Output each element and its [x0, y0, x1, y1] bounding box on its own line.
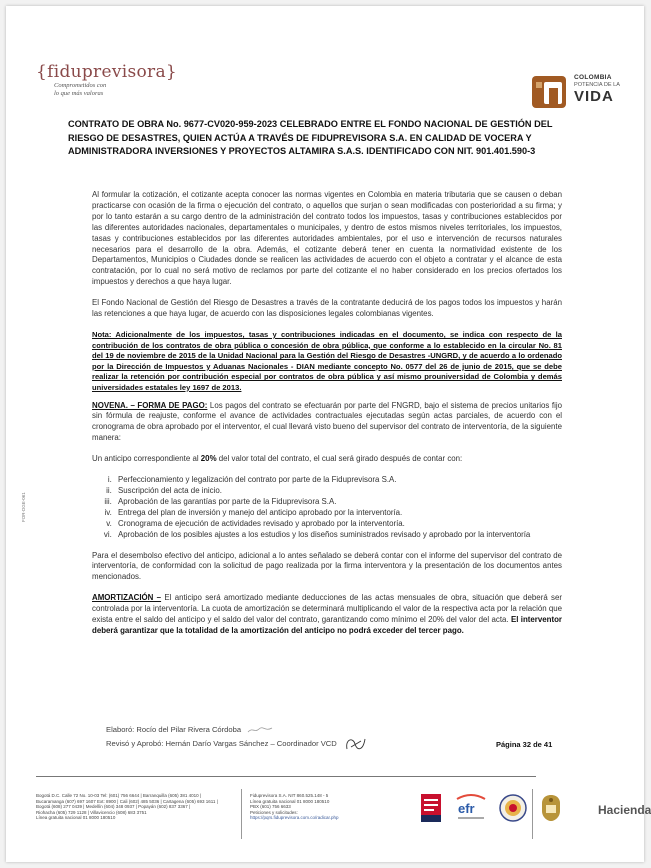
- anticipo-post: del valor total del contrato, el cual será girado después de contar con:: [216, 454, 463, 464]
- hacienda-label: Hacienda: [598, 803, 651, 817]
- seal-badge-icon: [498, 793, 528, 828]
- paragraph-taxes: Al formular la cotización, el cotizante acepta conocer las normas vigentes en Colombia en materia tributaria que se causen o deban practicarse con ocasión de la firma o ejecución del contrato, o aquellos que surjan o sean modificadas con posterioridad a su firma; y por lo tanto estarán a su cargo dentro de la administración del contrato todos los impuestos, tasas y contribuciones establecidos por las diferentes autoridades nacionales, departamentales o municipales, y dentro de estos mismos niveles territoriales, los impuestos, tasas y contribuciones establecidos por las diferentes autoridades ambientales, por el uso e intervención de recursos naturales necesarios para el desarrollo de la obra. Además, el cotizante deberá tener en cuenta la normatividad existente de los Departamentos, Municipios o Ciudades donde se realicen las actividades de acuerdo con el objeto a contratar y el alcance de esta contratación, por lo cual no será motivo de reclamos por parte del cotizante el no haber considerado en los precios ofertados los impuestos y derechos a que haya lugar.: [92, 190, 562, 287]
- colombia-shield-icon: [538, 793, 564, 828]
- list-item: iii. Aprobación de las garantías por parte de la Fiduprevisora S.A.: [114, 497, 562, 508]
- fiduprevisora-logo: [36, 62, 177, 98]
- efr-badge: [454, 793, 488, 828]
- document-page: [6, 6, 651, 862]
- paragraph-novena: [92, 401, 562, 445]
- footer-office-line: Bogotá (608) 277 0439 | Medellín (604) 348 0937 | Popayán (602) 837 3367 |: [36, 804, 191, 810]
- amortizacion-label: AMORTIZACIÓN –: [92, 593, 162, 603]
- logo-name: {fiduprevisora}: [36, 62, 178, 82]
- novena-label: NOVENA. – FORMA DE PAGO:: [92, 400, 208, 410]
- list-item: ii. Suscripción del acta de inicio.: [114, 486, 562, 497]
- footer-office-line: Línea gratuita nacional 01 8000 180510: [36, 815, 116, 821]
- anticipo-percent: 20%: [200, 454, 217, 464]
- colombia-potencia-logo: [530, 72, 630, 112]
- signatures: [106, 724, 369, 753]
- reviso-line: [106, 735, 369, 753]
- footer-divider: [36, 776, 536, 777]
- list-item: v. Cronograma de ejecución de actividades revisado y aprobado por la interventoría.: [114, 519, 562, 530]
- side-code: [18, 464, 28, 524]
- cpv-text: [574, 74, 620, 105]
- initials-signature-icon: [247, 726, 273, 734]
- footer-contact-line: Fiduprevisora S.A. NIT 860.525.148 - 5: [250, 793, 329, 798]
- footer-contact: [250, 793, 384, 821]
- footer-contact-line: Línea gratuita nacional 01 8000 180510: [250, 798, 330, 804]
- list-item: iv. Entrega del plan de inversión y manejo del anticipo aprobado por la interventoría.: [114, 508, 562, 519]
- footer-contact-line: PBX (601) 756 6633: [250, 804, 291, 810]
- anticipo-pre: Un anticipo correspondiente al: [92, 454, 201, 464]
- elaboro-line: [106, 724, 369, 735]
- amortizacion-bold: El interventor deberá garantizar que la totalidad de la amortización del anticipo no podrá exceder del tercer pago.: [92, 615, 562, 635]
- efr-badge-icon: [454, 793, 488, 823]
- requirements-list: [92, 475, 562, 540]
- paragraph-desembolso: Para el desembolso efectivo del anticipo, adicional a lo antes señalado se deberá contar con el informe del supervisor del contrato de interventoría, de conformidad con la solicitud de pago realizada por la firma interventora y la presentación de los documentos antes mencionados.: [92, 550, 562, 582]
- footer-office-line: Bucaramanga (607) 697 1607 Ext: 8900 | Cali (602) 485 5036 | Cartagena (605) 693 1611 |: [36, 798, 218, 804]
- note-paragraph: Nota: Adicionalmente de los impuestos, tasas y contribuciones indicadas en el documento, se indica con respecto de la contribución de los contratos de obra pública o concesión de obra pública, que conforme a lo establecido en la circular No. 81 del 19 de noviembre de 2015 de la Unidad Nacional para la Gestión del Riesgo de Desastres -UNGRD, y de acuerdo a lo ordenado por la Dirección de Impuestos y Aduanas Nacionales - DIAN mediante concepto No. 0577 del 26 de junio de 2015, que se debe realizar la retención por contribución especial por contratos de obra pública y así mismo prouniversidad de Colombia y demás universidades estatales ley 1697 de 2013.: [92, 329, 562, 392]
- paragraph-anticipo: [92, 454, 562, 465]
- side-code-text: FOR-DGE-061: [21, 492, 26, 522]
- cpv-line-1: COLOMBIA: [574, 74, 612, 81]
- list-item: vi. Aprobación de los posibles ajustes a los estudios y los diseños suministrados revisado y aprobado por la interventoría: [114, 530, 562, 541]
- logo-tagline-2: lo que más valoras: [54, 90, 104, 97]
- elaboro-text: Elaboró: Rocío del Pilar Rivera Córdoba: [106, 725, 242, 734]
- amortizacion-text: El anticipo será amortizado mediante deducciones de las actas mensuales de obra, situación que deberá ser controlada por la interventoría. La cuota de amortización se determinará multiplicando el valor de la respectiva acta por la relación que exista entre el saldo del anticipo y el saldo del valor del contrato, garantizando como mínimo el 20% del valor del acta.: [92, 593, 562, 625]
- efr-label: efr: [458, 801, 475, 816]
- footer-contact-line[interactable]: https://pqrs.fiduprevisora.com.co/radicar.php: [250, 815, 339, 821]
- footer-separator: [241, 789, 242, 839]
- cpv-emblem-icon: [530, 72, 570, 112]
- cpv-line-2: POTENCIA DE LA: [574, 82, 621, 88]
- signature-icon: [343, 735, 369, 753]
- reviso-text: Revisó y Aprobó: Hernán Darío Vargas Sánchez – Coordinador VCD: [106, 739, 337, 748]
- logo-tagline-1: Comprometidos con: [54, 82, 107, 89]
- footer-office-line: Bogotá D.C. Calle 72 No. 10-03 Tel: (601) 756 6644 | Barranquilla (605) 381 4010 |: [36, 793, 202, 798]
- footer-office-line: Riohacha (605) 729 1128 | Villavicencio (608) 683 3751: [36, 809, 147, 815]
- page-footer: [36, 793, 651, 853]
- contract-title: CONTRATO DE OBRA No. 9677-CV020-959-2023 CELEBRADO ENTRE EL FONDO NACIONAL DE GESTIÓN DEL RIESGO DE DESASTRES, QUIEN ACTÚA A TRAVÉS DE FIDUPREVISORA S.A. EN CALIDAD DE VOCERA Y ADMINISTRADORA INVERSIONES Y PROYECTOS ALTAMIRA S.A.S. IDENTIFICADO CON NIT. 901.401.590-3: [68, 119, 553, 157]
- footer-contact-line: Peticiones y solicitudes:: [250, 809, 298, 815]
- great-place-badge-icon: [420, 793, 442, 828]
- cpv-line-3: VIDA: [574, 88, 614, 105]
- footer-separator-right: [532, 789, 533, 839]
- document-body: [92, 190, 562, 637]
- list-item: i. Perfeccionamiento y legalización del contrato por parte de la Fiduprevisora S.A.: [114, 475, 562, 486]
- side-text-icon: [18, 464, 28, 524]
- page-number: Página 32 de 41: [496, 740, 553, 749]
- paragraph-amortizacion: [92, 593, 562, 637]
- footer-offices: [36, 793, 232, 821]
- paragraph-retentions: El Fondo Nacional de Gestión del Riesgo de Desastres a través de la contratante deducirá de los pagos todos los impuestos y harán las retenciones a que haya lugar, de acuerdo con las disposiciones legales colombianas vigentes.: [92, 298, 562, 319]
- novena-text: Los pagos del contrato se efectuarán por parte del FNGRD, bajo el sistema de precios unitarios fijo sin fórmula de reajuste, conforme el avance de actividades contractuales ejecutadas según actas parciales, de acuerdo con el cronograma de obra aprobado por el interventor, el cual llevará visto bueno del supervisor del contrato de interventoría, de la siguiente manera:: [92, 400, 563, 443]
